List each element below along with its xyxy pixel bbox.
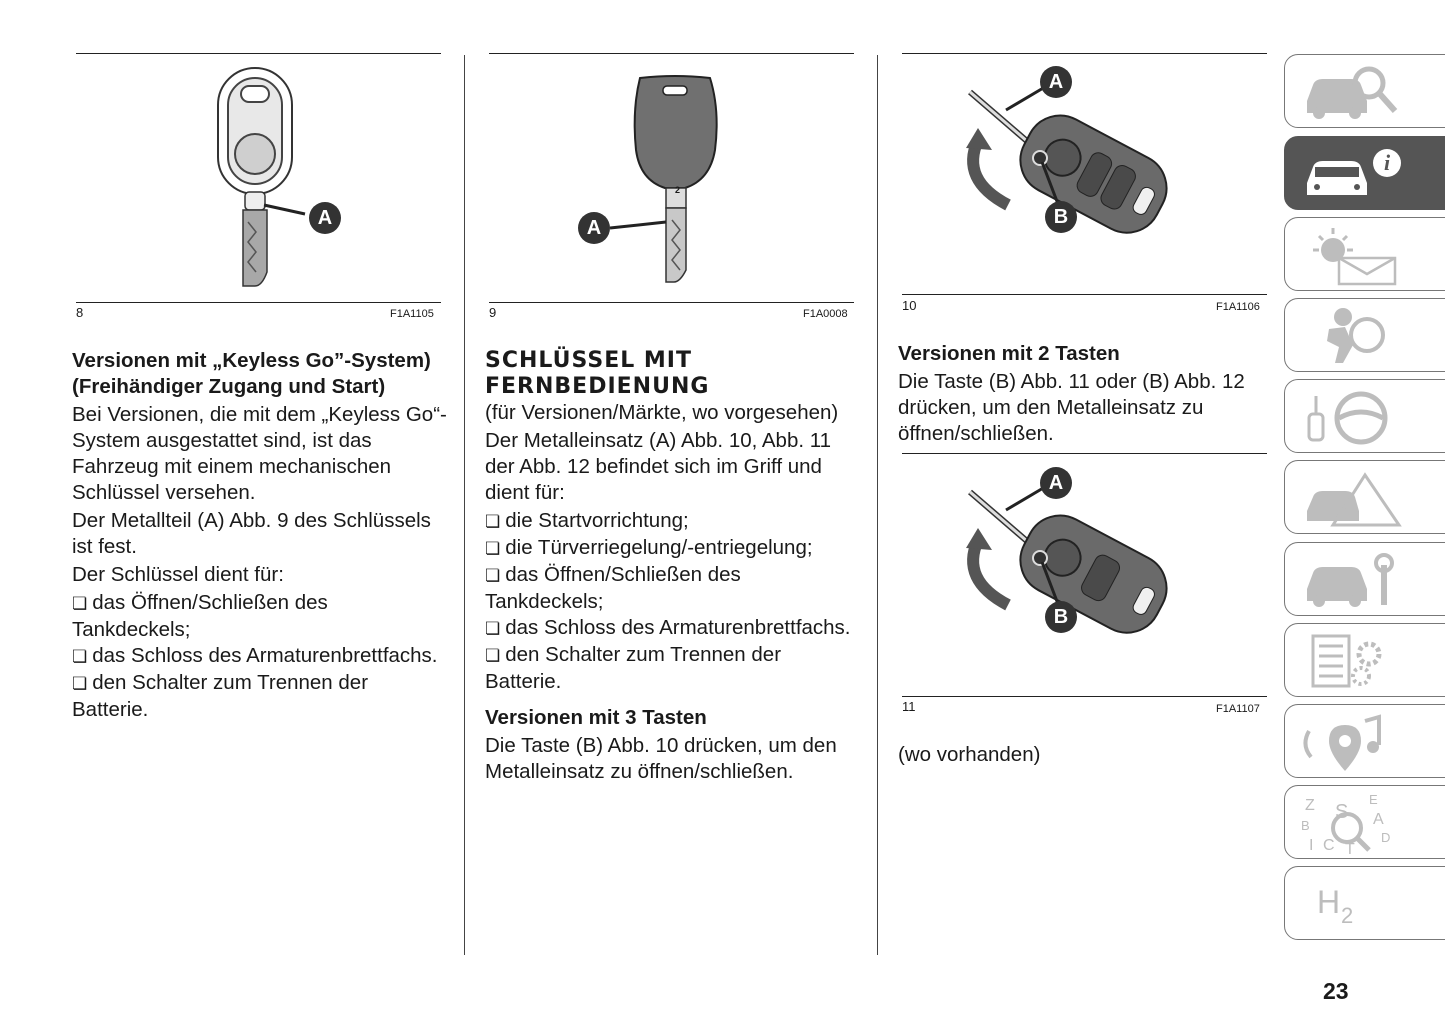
bullet-item: ❏ den Schalter zum Trennen der Batterie.	[72, 670, 447, 723]
svg-text:A: A	[1373, 811, 1384, 828]
tab-car-info[interactable]	[1284, 136, 1445, 210]
figure-number: 11	[902, 699, 916, 714]
tab-hydrogen[interactable]	[1284, 866, 1445, 940]
tab-technical-data[interactable]	[1284, 623, 1445, 697]
callout-a: A	[309, 202, 341, 234]
svg-text:C: C	[1323, 837, 1335, 854]
airbag-seat-icon	[1299, 305, 1409, 367]
car-info-icon	[1299, 143, 1409, 205]
main-heading: SCHLÜSSEL MIT FERNBEDIENUNG	[485, 348, 710, 399]
car-wrench-icon	[1299, 549, 1409, 611]
mechanical-key-figure	[570, 70, 740, 284]
section-heading: Versionen mit 2 Tasten	[898, 342, 1120, 365]
paragraph: (wo vorhanden)	[898, 743, 1041, 766]
tab-index[interactable]	[1284, 785, 1445, 859]
svg-text:D: D	[1381, 830, 1391, 845]
section-heading: Versionen mit „Keyless Go”-System) (Freihändiger Zugang und Start)	[72, 349, 431, 398]
column-2-text	[485, 348, 857, 785]
keyless-key-figure	[200, 62, 310, 294]
svg-text:S: S	[1335, 801, 1349, 823]
tab-emergency[interactable]	[1284, 460, 1445, 534]
bullet-item: ❏ die Türverriegelung/-entriegelung;	[485, 535, 857, 562]
bullet-item: ❏ das Schloss des Armaturenbrettfachs.	[485, 615, 857, 642]
paragraph: Der Schlüssel dient für:	[72, 563, 284, 586]
warning-light-message-icon	[1299, 224, 1409, 286]
figure-rule	[902, 294, 1267, 295]
tab-starting-driving[interactable]	[1284, 379, 1445, 453]
car-emergency-triangle-icon	[1299, 467, 1409, 529]
figure-top-rule	[902, 453, 1267, 454]
alphabetical-index-icon	[1299, 792, 1409, 854]
column-divider	[464, 55, 465, 955]
callout-a: A	[578, 212, 610, 244]
svg-text:E: E	[1369, 792, 1378, 807]
hydrogen-h2-icon	[1299, 873, 1409, 935]
car-search-icon	[1299, 61, 1409, 123]
figure-code: F1A1105	[390, 308, 434, 320]
callout-b: B	[1045, 201, 1077, 233]
key-digit: 2	[675, 185, 681, 195]
column-3-note	[898, 742, 1270, 768]
svg-text:H: H	[1317, 884, 1341, 920]
bullet-item: ❏ die Startvorrichtung;	[485, 508, 857, 535]
figure-number: 10	[902, 298, 917, 313]
svg-text:2: 2	[1341, 903, 1354, 928]
page-number: 23	[1323, 978, 1349, 1004]
figure-rule	[902, 696, 1267, 697]
top-rule-col2	[489, 53, 854, 54]
figure-rule	[76, 302, 441, 303]
tab-multimedia[interactable]	[1284, 704, 1445, 778]
tab-safety[interactable]	[1284, 298, 1445, 372]
paragraph: Der Metallteil (A) Abb. 9 des Schlüssels ist fest.	[72, 509, 431, 558]
svg-text:B: B	[1301, 818, 1310, 833]
spec-sheet-gears-icon	[1299, 630, 1409, 692]
multimedia-navigation-icon	[1299, 711, 1409, 773]
svg-text:i: i	[1383, 150, 1391, 175]
section-heading: Versionen mit 3 Tasten	[485, 706, 707, 729]
bullet-item: ❏ das Schloss des Armaturenbrettfachs.	[72, 643, 447, 670]
svg-text:Z: Z	[1305, 797, 1315, 814]
tab-warning-lights[interactable]	[1284, 217, 1445, 291]
figure-rule	[489, 302, 854, 303]
callout-a: A	[1040, 467, 1072, 499]
paragraph: Die Taste (B) Abb. 11 oder (B) Abb. 12 drücken, um den Metalleinsatz zu öffnen/schließen.	[898, 370, 1245, 445]
paragraph: (für Versionen/Märkte, wo vorgesehen)	[485, 401, 839, 424]
bullet-item: ❏ das Öffnen/Schließen des Tankdeckels;	[485, 562, 857, 615]
paragraph: Bei Versionen, die mit dem „Keyless Go“-System ausgestattet sind, ist das Fahrzeug mit einem mechanischen Schlüssel versehen.	[72, 403, 447, 504]
tab-car-search[interactable]	[1284, 54, 1445, 128]
top-rule-col1	[76, 53, 441, 54]
column-3-text	[898, 341, 1270, 447]
paragraph: Die Taste (B) Abb. 10 drücken, um den Metalleinsatz zu öffnen/schließen.	[485, 734, 837, 783]
svg-text:T: T	[1345, 841, 1355, 854]
figure-code: F1A1107	[1216, 703, 1260, 715]
column-1-text	[72, 348, 447, 723]
svg-text:I: I	[1309, 837, 1314, 854]
figure-code: F1A1106	[1216, 301, 1260, 313]
top-rule-col3	[902, 53, 1267, 54]
figure-code: F1A0008	[803, 308, 848, 320]
callout-a: A	[1040, 66, 1072, 98]
bullet-item: ❏ den Schalter zum Trennen der Batterie.	[485, 642, 857, 695]
figure-number: 8	[76, 305, 84, 320]
bullet-item: ❏ das Öffnen/Schließen des Tankdeckels;	[72, 590, 447, 643]
callout-b: B	[1045, 601, 1077, 633]
figure-number: 9	[489, 305, 497, 320]
column-divider	[877, 55, 878, 955]
key-steering-wheel-icon	[1299, 386, 1409, 448]
paragraph: Der Metalleinsatz (A) Abb. 10, Abb. 11 der Abb. 12 befindet sich im Griff und dient für:	[485, 429, 832, 504]
tab-maintenance[interactable]	[1284, 542, 1445, 616]
